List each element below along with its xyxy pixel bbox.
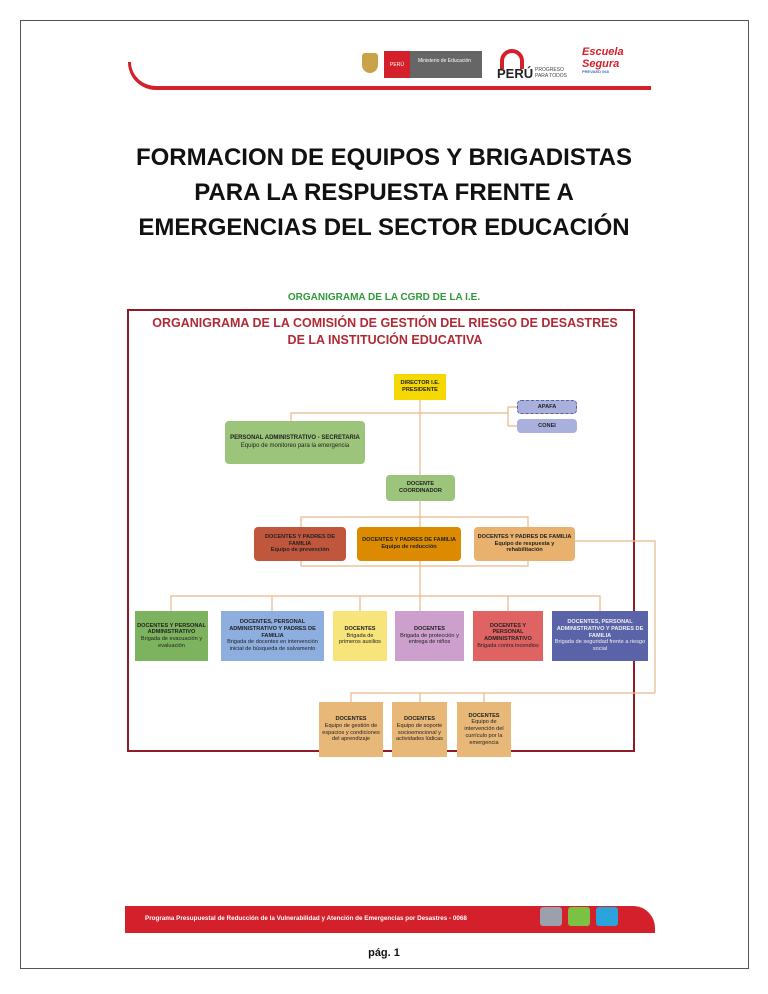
box-title: DOCENTE: [406, 481, 435, 488]
escuela-logo-sub: PREVAED 068: [582, 69, 609, 75]
connector-council: [508, 407, 517, 426]
box-title: DOCENTES Y PADRES DE FAMILIA: [362, 537, 456, 544]
box-sub: Brigada de protección y entrega de niños: [400, 632, 459, 646]
director-box: [394, 374, 446, 400]
box-sub: Brigada de evacuación y evaluación: [140, 636, 203, 649]
brigade-box-social-risk: [552, 611, 648, 661]
team-box-response: [474, 527, 575, 561]
title-line: PARA LA RESPUESTA FRENTE A: [194, 179, 574, 206]
org-chart-title-line: ORGANIGRAMA DE LA COMISIÓN DE GESTIÓN DEL RIESGO DE DESASTRES: [152, 316, 618, 330]
peru-brand: PERÚ: [497, 66, 534, 81]
box-sub: Equipo de intervención del currículo por la emergencia: [464, 719, 504, 746]
box-sub: Brigada de seguridad frente a riesgo social: [554, 639, 646, 653]
box-title: DOCENTES: [468, 712, 500, 719]
conei-box: [517, 419, 577, 433]
admin-box: [225, 421, 365, 464]
box-sub: PRESIDENTE: [402, 387, 438, 393]
title-line: FORMACION DE EQUIPOS Y BRIGADISTAS: [135, 144, 633, 171]
peru-tagline: PROGRESO PARA TODOS: [535, 67, 567, 79]
brigade-box-fire: [473, 611, 543, 661]
box-title: CONEI: [538, 422, 556, 429]
box-sub: Equipo de monitoreo para la emergencia: [240, 442, 350, 449]
coordinator-box: [386, 475, 455, 501]
brigade-box-first-aid: [333, 611, 387, 661]
brigade-box-child-protection: [395, 611, 464, 661]
support-box-socioemotional: [392, 702, 447, 757]
footer-program-text: Programa Presupuestal de Reducción de la Vulnerabilidad y Atención de Emergencias por Desastres - 0068: [145, 915, 467, 922]
box-title: DOCENTES: [413, 625, 446, 632]
apafa-box: [517, 400, 577, 414]
footer-emblem-green-icon: [568, 907, 590, 926]
connector-brigades: [171, 596, 600, 611]
box-title: DOCENTES Y PERSONAL ADMINISTRATIVO: [137, 622, 206, 636]
support-box-spaces: [319, 702, 383, 757]
box-sub: Equipo de prevención: [270, 547, 330, 554]
brigade-box-evacuation: [135, 611, 208, 661]
box-title: DOCENTES Y PERSONAL ADMINISTRATIVO: [484, 622, 532, 642]
page-number: pág. 1: [368, 947, 400, 959]
box-sub: Brigada de primeros auxilios: [339, 632, 381, 646]
box-title: DIRECTOR I.E.: [400, 380, 440, 387]
team-box-reduction: [357, 527, 461, 561]
ministry-logo: Ministerio de Educación: [410, 51, 482, 78]
title-line: EMERGENCIAS DEL SECTOR EDUCACIÓN: [138, 214, 630, 241]
org-chart-title-line: DE LA INSTITUCIÓN EDUCATIVA: [287, 333, 483, 347]
connector-support: [351, 693, 655, 702]
box-sub: Equipo de reducción: [381, 544, 437, 550]
brigade-box-search-rescue: [221, 611, 324, 661]
team-box-prevention: [254, 527, 346, 561]
box-sub: Brigada contra incendios: [477, 642, 539, 649]
figure-caption: ORGANIGRAMA DE LA CGRD DE LA I.E.: [287, 292, 481, 303]
box-sub: COORDINADOR: [399, 488, 442, 494]
box-title: DOCENTES Y PADRES DE FAMILIA: [477, 533, 572, 540]
escuela-logo-text: Escuela Segura: [582, 46, 624, 71]
peru-label: PERÚ: [384, 51, 410, 78]
box-sub: Equipo de soporte socioemocional y actividades lúdicas: [396, 722, 443, 743]
box-title: DOCENTES Y PADRES DE FAMILIA: [265, 533, 335, 547]
support-box-curriculum: [457, 702, 511, 757]
footer-emblem-blue-icon: [596, 907, 618, 926]
box-title: PERSONAL ADMINISTRATIVO - SECRETARIA: [230, 435, 360, 442]
box-title: DOCENTES, PERSONAL ADMINISTRATIVO Y PADRES DE FAMILIA: [229, 619, 316, 639]
footer-emblem-gray-icon: [540, 907, 562, 926]
connector-admin: [291, 413, 508, 421]
box-sub: Equipo de respuesta y rehabilitación: [494, 540, 555, 554]
box-sub: Equipo de gestión de espacios y condiciones del aprendizaje: [322, 722, 380, 743]
box-sub: Brigada de docentes en intervención inicial de búsqueda de salvamento: [227, 639, 318, 653]
box-title: DOCENTES, PERSONAL ADMINISTRATIVO Y PADRES DE FAMILIA: [556, 619, 644, 639]
box-title: DOCENTES: [335, 716, 367, 723]
box-title: DOCENTES: [403, 716, 436, 723]
box-title: DOCENTES: [344, 625, 376, 632]
box-title: APAFA: [537, 403, 557, 410]
